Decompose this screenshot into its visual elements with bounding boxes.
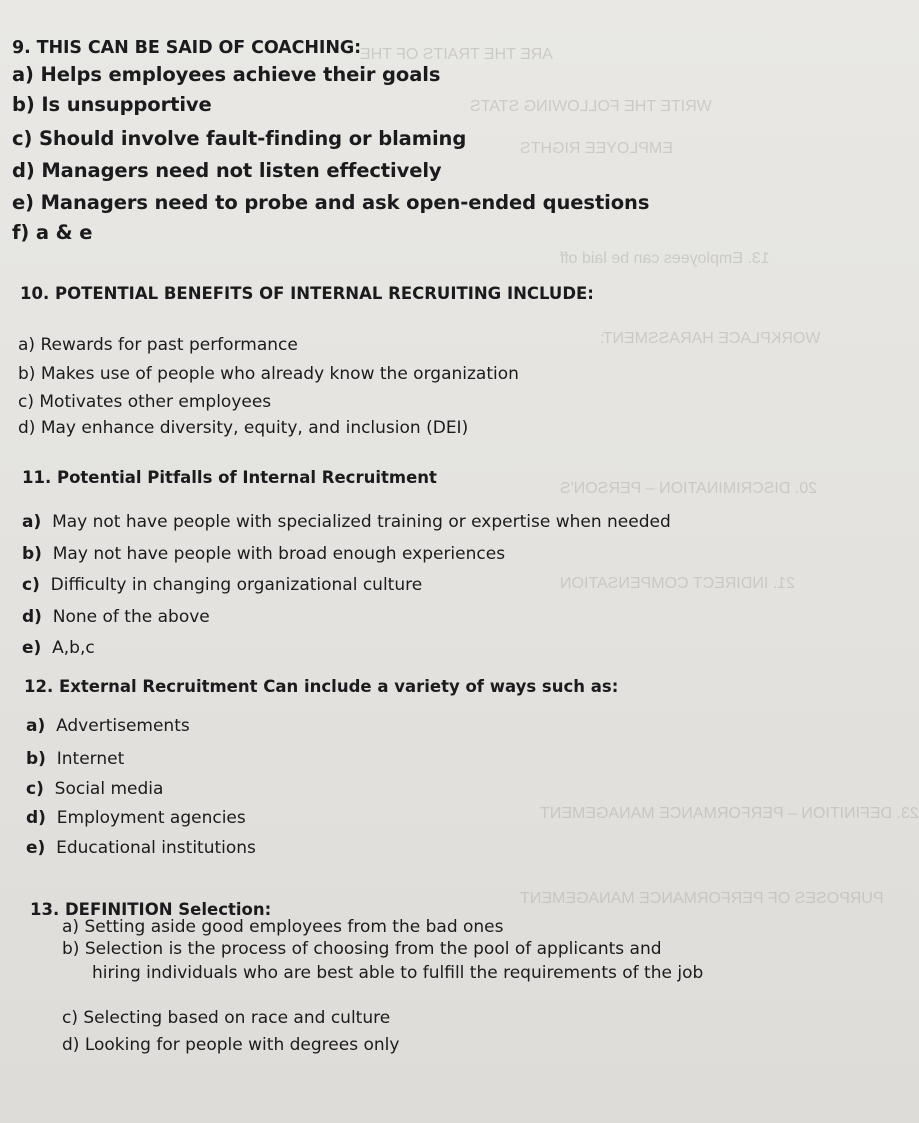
option-label: c)	[22, 575, 40, 595]
option-label: d)	[26, 808, 46, 828]
answer-option: b) Is unsupportive	[12, 93, 212, 116]
option-label: b)	[22, 544, 42, 564]
answer-option: b) Makes use of people who already know the organization	[18, 364, 519, 384]
answer-option	[26, 779, 163, 799]
answer-option-continued: hiring individuals who are best able to fulfill the requirements of the job	[92, 963, 704, 983]
option-text: Employment agencies	[56, 808, 246, 828]
answer-option	[22, 544, 505, 564]
answer-option: d) Managers need not listen effectively	[12, 159, 442, 182]
option-text: Internet	[56, 749, 125, 769]
answer-option: d) May enhance diversity, equity, and inclusion (DEI)	[18, 418, 469, 438]
option-text: Social media	[54, 779, 164, 799]
answer-option: e) Managers need to probe and ask open-ended questions	[12, 191, 650, 214]
option-text: None of the above	[52, 607, 210, 627]
option-text: May not have people with specialized training or expertise when needed	[52, 512, 671, 532]
question-heading: 12. External Recruitment Can include a variety of ways such as:	[24, 677, 619, 696]
option-label: a)	[26, 716, 46, 736]
answer-option: a) Helps employees achieve their goals	[12, 63, 441, 86]
option-label: c)	[26, 779, 44, 799]
answer-option: d) Looking for people with degrees only	[62, 1035, 400, 1055]
option-label: d)	[22, 607, 42, 627]
option-label: b)	[26, 749, 46, 769]
answer-option	[22, 575, 422, 595]
answer-option: c) Should involve fault-finding or blaming	[12, 127, 467, 150]
answer-option	[26, 749, 124, 769]
answer-option: c) Motivates other employees	[18, 392, 272, 412]
option-text: Advertisements	[56, 716, 190, 736]
answer-option	[22, 512, 671, 532]
answer-option: a) Rewards for past performance	[18, 335, 298, 355]
answer-option: f) a & e	[12, 221, 93, 244]
answer-option: a) Setting aside good employees from the bad ones	[62, 917, 504, 937]
answer-option: c) Selecting based on race and culture	[62, 1008, 391, 1028]
answer-option	[22, 638, 95, 658]
option-text: May not have people with broad enough experiences	[52, 544, 506, 564]
question-heading: 10. POTENTIAL BENEFITS OF INTERNAL RECRUITING INCLUDE:	[20, 284, 594, 303]
answer-option	[22, 607, 210, 627]
option-text: Educational institutions	[56, 838, 256, 858]
answer-option	[26, 808, 246, 828]
option-text: Difficulty in changing organizational culture	[50, 575, 423, 595]
option-label: e)	[22, 638, 42, 658]
answer-option	[26, 838, 256, 858]
question-heading: 9. THIS CAN BE SAID OF COACHING:	[12, 38, 362, 58]
answer-option: b) Selection is the process of choosing from the pool of applicants and	[62, 939, 662, 959]
question-heading: 11. Potential Pitfalls of Internal Recruitment	[22, 468, 437, 487]
option-label: a)	[22, 512, 42, 532]
option-label: e)	[26, 838, 46, 858]
question-heading: 13. DEFINITION Selection:	[30, 900, 272, 919]
answer-option	[26, 716, 190, 736]
option-text: A,b,c	[52, 638, 95, 658]
